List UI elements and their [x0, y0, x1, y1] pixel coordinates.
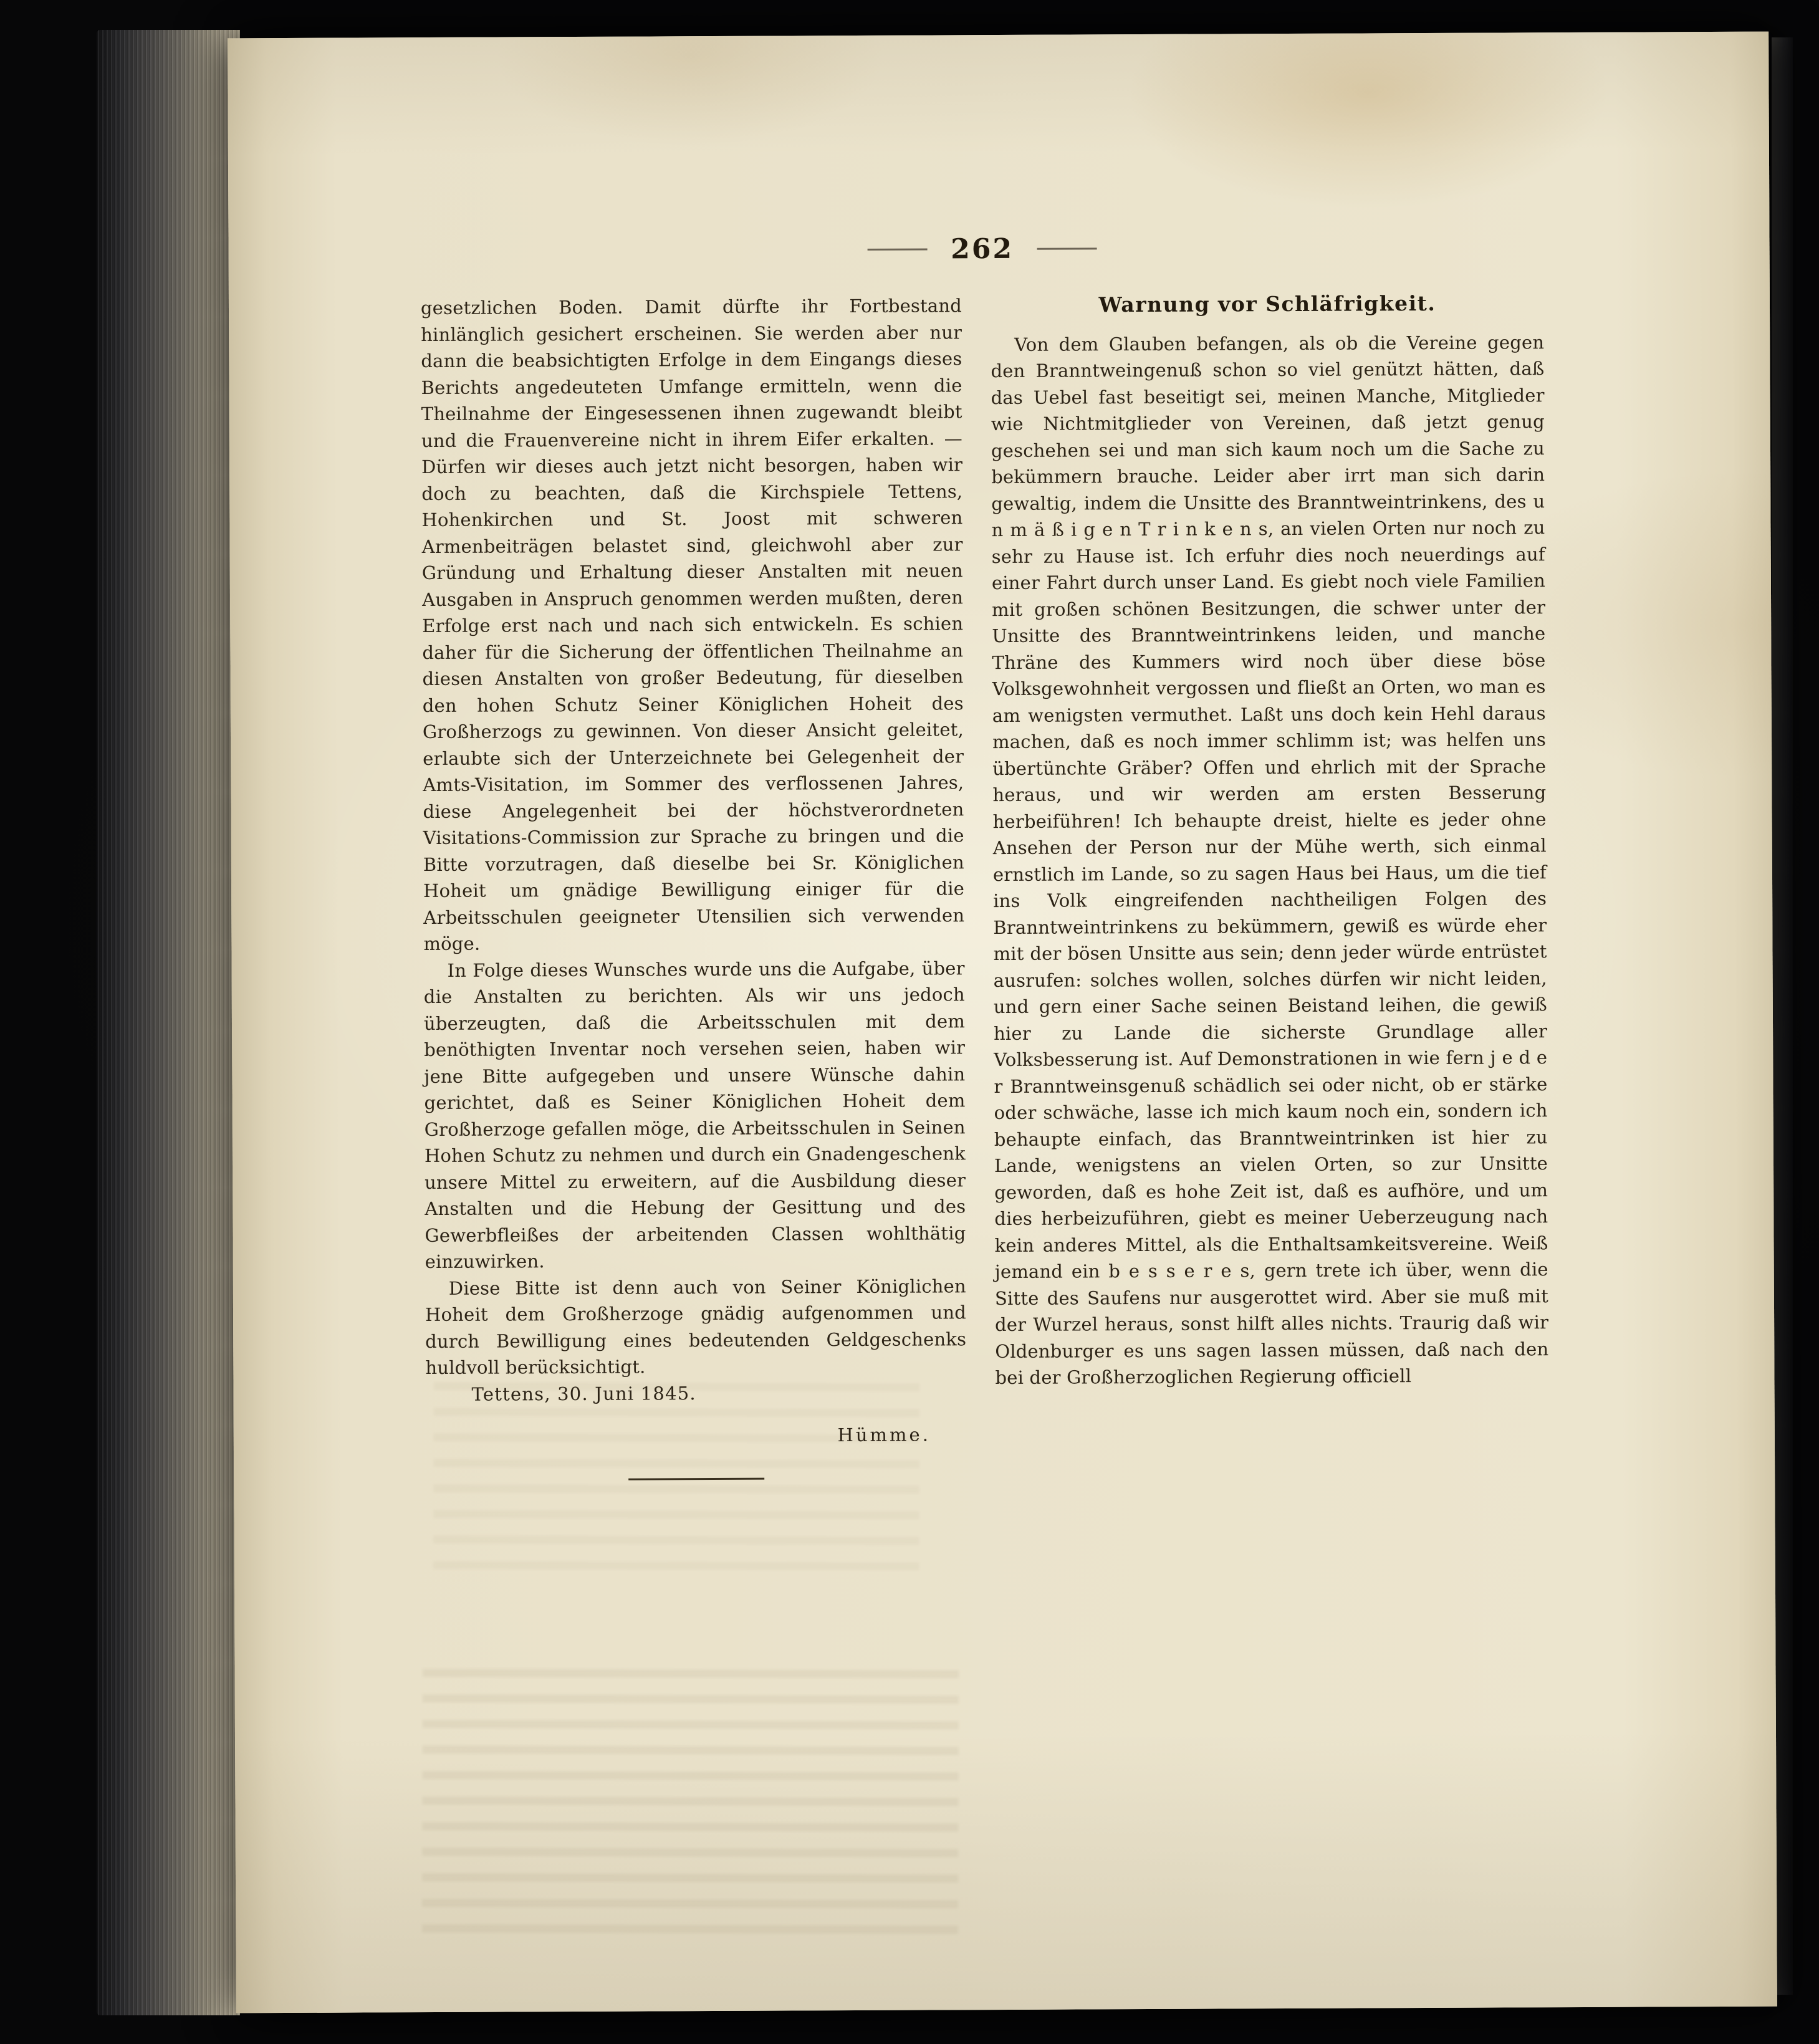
dateline: Tettens, 30. Juni 1845. — [471, 1382, 696, 1405]
paragraph: gesetzlichen Boden. Damit dürfte ihr Fortbestand hinlänglich gesichert erscheinen. Sie werden aber nur dann die beabsichtigten Erfolge in dem Eingangs dieses Berichts angedeuteten Umfange ermitteln, wenn die Theilnahme der Eingesessenen ihnen zugewandt bleibt und die Frauenvereine nicht in ihrem Eifer erkalten. — Dürfen wir dieses auch jetzt nicht besorgen, haben wir doch zu beachten, daß die Kirchspiele Tettens, Hohenkirchen und St. Joost mit schweren Armenbeiträgen belastet sind, gleichwohl aber zur Gründung und Erhaltung dieser Anstalten mit neuen Ausgaben in Anspruch genommen werden mußten, deren Erfolge erst nach und nach sich entwickeln. Es schien daher für die Sicherung der öffentlichen Theilnahme an diesen Anstalten von großer Bedeutung, für dieselben den hohen Schutz Seiner Königlichen Hoheit des Großherzogs zu gewinnen. Von dieser Ansicht geleitet, erlaubte sich der Unterzeichnete bei Gelegenheit der Amts-Visitation, im Sommer des verflossenen Jahres, diese Angelegenheit bei der höchstverordneten Visitations-Commission zur Sprache zu bringen und die Bitte vorzutragen, daß dieselbe bei Sr. Königlichen Hoheit um gnädige Bewilligung einiger für die Arbeitsschulen geeigneter Utensilien sich verwenden möge. — [420, 295, 965, 955]
paragraph: Diese Bitte ist denn auch von Seiner Königlichen Hoheit dem Großherzoge gnädig aufgenommen und durch Bewilligung eines bedeutenden Geldgeschenks huldvoll berücksichtigt. — [425, 1275, 967, 1379]
author-signature: Hümme. — [837, 1424, 931, 1446]
show-through-texture — [422, 1669, 959, 1938]
left-column — [421, 292, 967, 1480]
book-page — [228, 32, 1777, 2013]
article-heading: Warnung vor Schläfrigkeit. — [1098, 290, 1436, 317]
left-column-paragraphs — [421, 292, 967, 1381]
printed-text-block — [420, 231, 1549, 1480]
header-rule-left — [867, 249, 927, 251]
header-rule-right — [1037, 247, 1097, 249]
text-columns — [421, 290, 1549, 1480]
right-column-paragraphs — [991, 329, 1548, 1391]
paragraph: In Folge dieses Wunsches wurde uns die Aufgabe, über die Anstalten zu berichten. Als wir uns jedoch überzeugten, daß die Arbeitsschulen mit dem benöthigten Inventar noch versehen seien, haben wir jene Bitte aufgegeben und unsere Wünsche dahin gerichtet, daß es Seiner Königlichen Hoheit dem Großherzoge gefallen möge, die Arbeitsschulen in Seinen Hohen Schutz zu nehmen und durch ein Gnadengeschenk unsere Mittel zu erweitern, auf die Ausbildung dieser Anstalten und die Hebung der Gesittung und des Gewerbfleißes der arbeitenden Classen wohlthätig einzuwirken. — [423, 957, 966, 1273]
paragraph: Von dem Glauben befangen, als ob die Vereine gegen den Branntweingenuß schon so viel genützt hätten, daß das Uebel fast beseitigt sei, meinen Manche, Mitglieder wie Nichtmitglieder von Vereinen, daß jetzt genug geschehen sei und man sich kaum noch um die Sache zu bekümmern brauche. Leider aber irrt man sich darin gewaltig, indem die Unsitte des Branntweintrinkens, des u n m ä ß i g e n T r i n k e n s, an vielen Orten nur noch zu sehr zu Hause ist. Ich erfuhr dies noch neuerdings auf einer Fahrt durch unser Land. Es giebt noch viele Familien mit großen schönen Besitzungen, die schwer unter der Unsitte des Branntweintrinkens leiden, und manche Thräne des Kummers wird noch über diese böse Volksgewohnheit vergossen und fließt an Orten, wo man es am wenigsten vermuthet. Laßt uns doch kein Hehl daraus machen, daß es noch immer schlimm ist; was helfen uns übertünchte Gräber? Offen und ehrlich mit der Sprache heraus, und wir werden am ersten Besserung herbeiführen! Ich behaupte dreist, hielte es jeder ohne Ansehen der Person nur der Mühe werth, sich einmal ernstlich im Lande, so zu sagen Haus bei Haus, um die tief ins Volk eingreifenden nachtheiligen Folgen des Branntweintrinkens zu bekümmern, gewiß es würde eher mit der bösen Unsitte aus sein; denn jeder würde entrüstet ausrufen: solches wollen, solches dürfen wir nicht leiden, und gern einer Sache seinen Beistand leihen, die gewiß hier zu Lande die sicherste Grundlage aller Volksbesserung ist. Auf Demonstrationen in wie fern j e d e r Branntweinsgenuß schädlich sei oder nicht, ob er stärke oder schwäche, lasse ich mich kaum noch ein, sondern ich behaupte einfach, das Branntweintrinken ist hier zu Lande, wenigstens an vielen Orten, so zur Unsitte geworden, daß es hohe Zeit ist, daß es aufhöre, und um dies herbeizuführen, giebt es meiner Ueberzeugung nach kein anderes Mittel, als die Enthaltsamkeitsvereine. Weiß jemand ein b e s s e r e s, gern trete ich über, wenn die Sitte des Saufens nur ausgerottet wird. Aber sie muß mit der Wurzel heraus, sonst hilft alles nichts. Traurig daß wir Oldenburger es uns sagen lassen müssen, daß nach den bei der Großherzoglichen Regierung officiell — [991, 331, 1549, 1389]
right-column — [991, 290, 1549, 1478]
book-page-stack-edge — [97, 30, 240, 2015]
page-number: 262 — [951, 233, 1014, 266]
page-header — [420, 231, 1543, 267]
